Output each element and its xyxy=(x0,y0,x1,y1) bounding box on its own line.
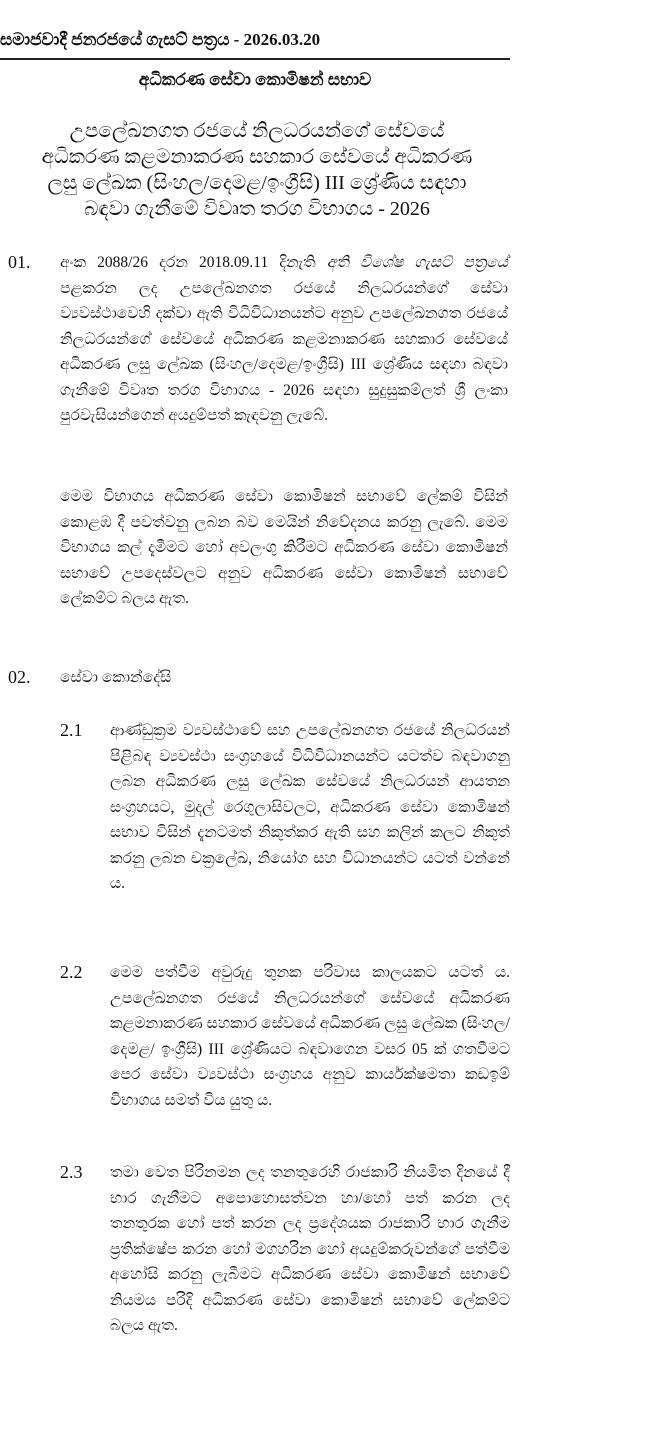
clause-2-1-number: 2.1 xyxy=(60,720,83,740)
section-01-paragraph-2: මෙම විභාගය අධිකරණ සේවා කොමිෂන් සභාවේ ලේකම් විසින් කොළඹ දී පවත්වනු ලබන බව මෙයින් නිවේදනය කරනු ලැබේ. මෙම විභාගය කල් දැමීමට හෝ අවලංගු කිරීමට අධිකරණ සේවා කොමිෂන් සභාවේ උපදෙස්වලට අනුව අධිකරණ සේවා කොමිෂන් සභාවේ ලේකම්ට බලය ඇත. xyxy=(60,488,508,607)
paragraph-1-text-b: පළකරන ලද උපලේඛනගත රජයේ නිලධරයන්ගේ සේවා ව්‍යවස්ථාවෙහි දක්වා ඇති විධිවිධානයන්ට අනුව උපලේඛනගත රජයේ නිලධරයන්ගේ සේවයේ අධිකරණ කළමනාකරණ සහකාර සේවයේ අධිකරණ ලසු ලේඛක (සිංහල/දෙමළ/ඉංග්‍රීසි) III ශ්‍රේණිය සඳහා බඳවා ගැනීමේ විවෘත තරග විභාගය - 2026 සඳහා සුදුසුකම්ලත් ශ්‍රී ලංකා පුරවැසියන්ගෙන් අයදුම්පත් කැඳවනු ලැබේ. xyxy=(60,279,508,424)
notice-title-line-3: ලසු ලේඛක (සිංහල/දෙමළ/ඉංග්‍රීසි) III ශ්‍රේණිය සඳහා xyxy=(47,172,467,194)
clause-2-2-number: 2.2 xyxy=(60,962,83,982)
clause-2-3-text: තමා වෙත පිරිනමන ලද තනතුරෙහි රාජකාරි නියමිත දිනයේ දී භාර ගැනීමට අපොහොසත්වන හා/හෝ පත් කරන ලද තනතුරක හෝ පත් කරන ලද ප්‍රදේශයක රාජකාරි භාර ගැනීම ප්‍රතික්ෂේප කරන හෝ මගහරින හෝ අයදුම්කරුවන්ගේ පත්වීම අහෝසි කරනු ලැබීමට අධිකරණ සේවා කොමිෂන් සභාවේ නියමය පරිදි අධිකරණ සේවා කොමිෂන් සභාවේ ලේකම්ට බලය ඇත. xyxy=(110,1164,510,1334)
section-02-number: 02. xyxy=(8,667,31,687)
clause-2-2-text: මෙම පත්වීම අවුරුදු තුනක පරිවාස කාලයකට යටත් ය. උපලේඛනගත රජයේ නිලධරයන්ගේ සේවයේ අධිකරණ කළමනාකරණ සහකාර සේවයේ අධිකරණ ලසු ලේඛක (සිංහල/දෙමළ/ ඉංග්‍රීසි) III ශ්‍රේණියට බඳවාගෙන වසර 05 ක් ගතවීමට පෙර සේවා ව්‍යවස්ථා සංග්‍රහය අනුව කාර්යක්ෂමතා කඩඉම් විභාගය සමත් විය යුතු ය. xyxy=(110,964,510,1109)
notice-title-line-4: බඳවා ගැනීමේ විවෘත තරග විභාගය - 2026 xyxy=(84,198,430,220)
office-title: අධිකරණ සේවා කොමිෂන් සභාව xyxy=(138,70,372,89)
clause-2-3-number: 2.3 xyxy=(60,1162,83,1182)
notice-title-line-1: උපලේඛනගත රජයේ නිලධරයන්ගේ සේවයේ xyxy=(69,120,445,142)
clause-2-1-text: ආණ්ඩුක්‍රම ව්‍යවස්ථාවේ සහ උපලේඛනගත රජයේ නිලධරයන් පිළිබඳ ව්‍යවස්ථා සංග්‍රහයේ විධිවිධානයන්ට යටත්ව බඳවාගනු ලබන අධිකරණ ලසු ලේඛක සේවයේ නිලධරයන් ආයතන සංග්‍රහයට, මුදල් රෙගුලාසිවලට, අධිකරණ සේවා කොමිෂන් සභාව විසින් දැනටමත් නිකුත්කර ඇති සහ කලින් කලට නිකුත් කරනු ලබන චක්‍රලේඛ, නියෝග සහ විධානයන්ට යටත් වන්නේ ය. xyxy=(110,722,510,892)
paragraph-1-text-a: අංක 2088/26 දරන 2018.09.11 දිනැති xyxy=(60,254,327,271)
header-rule xyxy=(0,58,510,60)
notice-title xyxy=(12,118,502,222)
gazette-reference: අති විශේෂ ගැසට් පත්‍රයේ xyxy=(326,254,508,271)
section-01-paragraph-1 xyxy=(60,250,508,429)
notice-title-line-2: අධිකරණ කළමනාකරණ සහකාර සේවයේ අධිකරණ xyxy=(41,146,473,168)
section-02-heading: සේවා කොන්දේසි xyxy=(60,669,172,686)
gazette-header xyxy=(0,26,510,54)
section-01-number: 01. xyxy=(8,252,31,272)
gazette-header-text: සමාජවාදී ජනරජයේ ගැසට් පත්‍රය - 2026.03.20 xyxy=(0,30,321,49)
